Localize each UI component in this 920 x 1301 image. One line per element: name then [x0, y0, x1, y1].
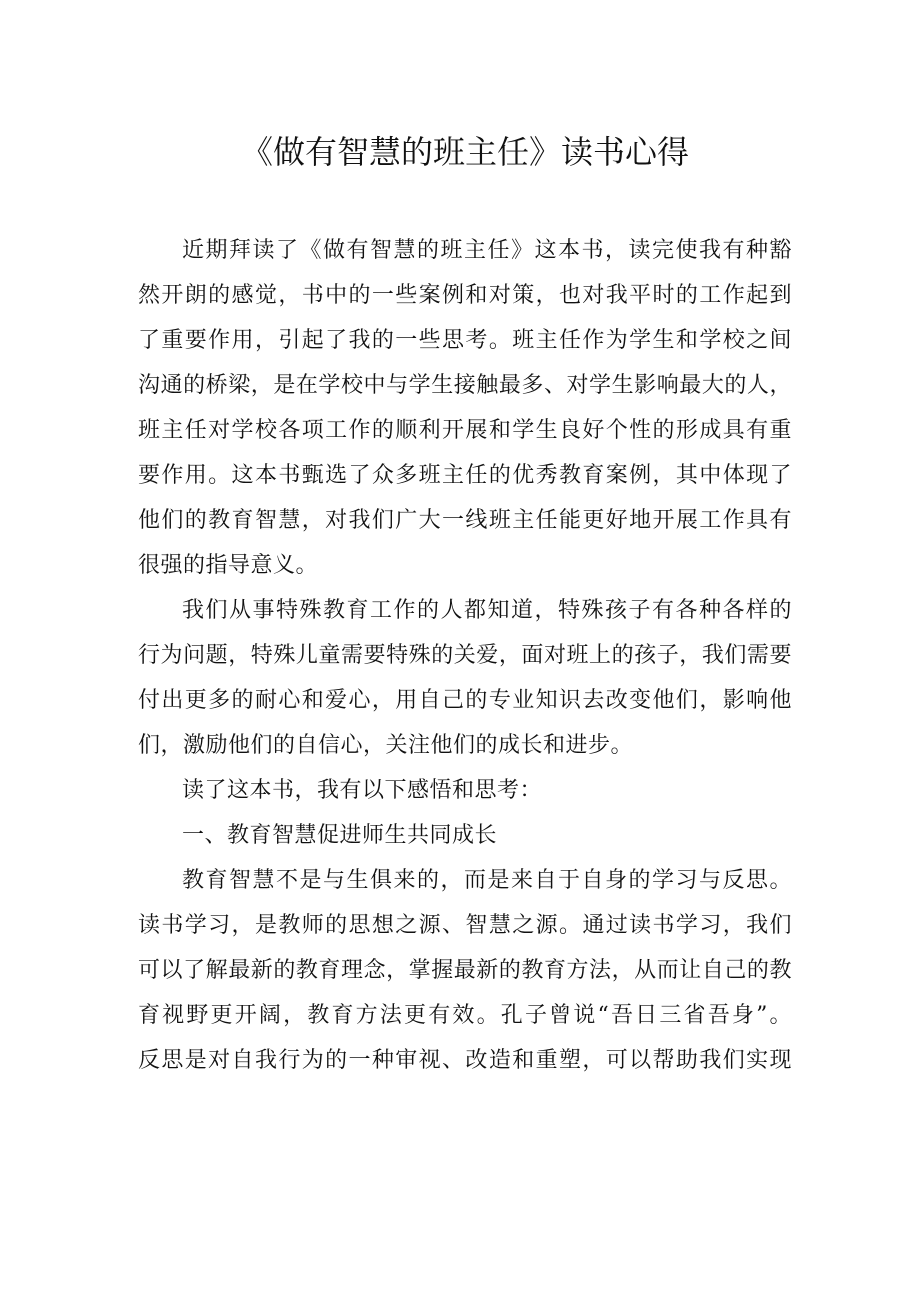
- paragraph: [138, 813, 792, 858]
- paragraph-line: 沟通的桥梁，是在学校中与学生接触最多、对学生影响最大的人，: [138, 373, 792, 398]
- document-body: [138, 228, 792, 1083]
- paragraph-line: 行为问题，特殊儿童需要特殊的关爱，面对班上的孩子，我们需要: [138, 643, 792, 668]
- paragraph-line: 了重要作用，引起了我的一些思考。班主任作为学生和学校之间: [138, 328, 792, 353]
- paragraph-line: 要作用。这本书甄选了众多班主任的优秀教育案例，其中体现了: [138, 463, 792, 488]
- paragraph-line: 他们的教育智慧，对我们广大一线班主任能更好地开展工作具有: [138, 508, 792, 533]
- document-title: 《做有智慧的班主任》读书心得: [240, 133, 689, 171]
- paragraph-line: 一、教育智慧促进师生共同成长: [182, 823, 498, 848]
- paragraph-line: 很强的指导意义。: [138, 553, 319, 578]
- paragraph-line: 读了这本书，我有以下感悟和思考：: [182, 778, 543, 803]
- paragraph-line: 教育智慧不是与生俱来的，而是来自于自身的学习与反思。: [182, 868, 792, 893]
- paragraph-line: 育视野更开阔，教育方法更有效。孔子曾说“吾日三省吾身”。: [138, 1003, 792, 1028]
- paragraph: [138, 858, 792, 1083]
- paragraph-line: 可以了解最新的教育理念，掌握最新的教育方法，从而让自己的教: [138, 958, 792, 983]
- paragraph-line: 付出更多的耐心和爱心，用自己的专业知识去改变他们，影响他: [138, 688, 792, 713]
- paragraph-line: 班主任对学校各项工作的顺利开展和学生良好个性的形成具有重: [138, 418, 792, 443]
- paragraph-line: 然开朗的感觉，书中的一些案例和对策，也对我平时的工作起到: [138, 283, 792, 308]
- paragraph-line: 反思是对自我行为的一种审视、改造和重塑，可以帮助我们实现: [138, 1048, 792, 1073]
- paragraph-line: 我们从事特殊教育工作的人都知道，特殊孩子有各种各样的: [182, 598, 792, 623]
- paragraph-line: 近期拜读了《做有智慧的班主任》这本书，读完使我有种豁: [182, 238, 792, 263]
- paragraph: [138, 768, 792, 813]
- paragraph: [138, 228, 792, 588]
- paragraph-line: 读书学习，是教师的思想之源、智慧之源。通过读书学习，我们: [138, 913, 792, 938]
- paragraph: [138, 588, 792, 768]
- paragraph-line: 们，激励他们的自信心，关注他们的成长和进步。: [138, 733, 634, 758]
